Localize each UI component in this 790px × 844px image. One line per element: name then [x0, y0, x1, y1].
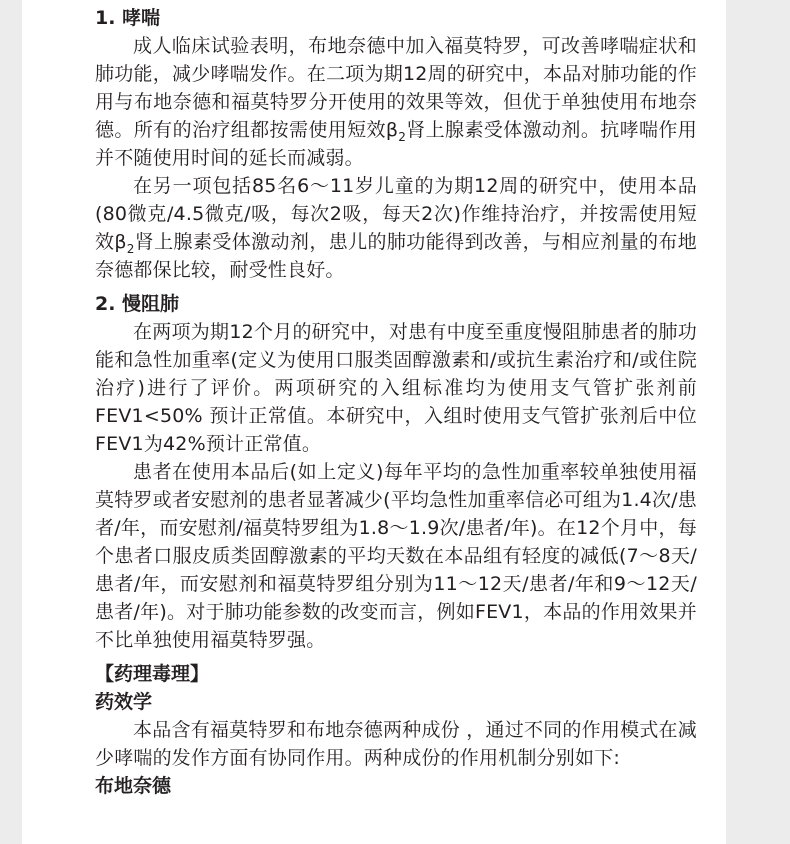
- beta-subscript: 2: [126, 241, 135, 256]
- pharmacology-paragraph: 本品含有福莫特罗和布地奈德两种成份 ，通过不同的作用模式在减少哮喘的发作方面有协同作用。两种成份的作用机制分别如下:: [95, 719, 697, 769]
- section-heading-copd: 2. 慢阻肺: [95, 293, 180, 315]
- document-page: [22, 0, 726, 844]
- asthma-paragraph-1: [95, 32, 697, 172]
- asthma-p2-text-b: 肾上腺素受体激动剂，患儿的肺功能得到改善，与相应剂量的布地奈德都保比较，耐受性良好。: [95, 231, 697, 281]
- asthma-p2-text-a: 在另一项包括85名6～11岁儿童的为期12周的研究中，使用本品(80微克/4.5微克/吸，每次2吸，每天2次)作维持治疗，并按需使用短效β: [95, 175, 697, 253]
- copd-paragraph-1: 在两项为期12个月的研究中，对患有中度至重度慢阻肺患者的肺功能和急性加重率(定义为使用口服类固醇激素和/或抗生素治疗和/或住院治疗)进行了评价。两项研究的入组标准均为使用支气管扩张剂前FEV1<50% 预计正常值。本研究中，入组时使用支气管扩张剂后中位FEV1为42%预计正常值。: [95, 321, 697, 455]
- asthma-p1-text-b: 肾上腺素受体激动剂。抗哮喘作用并不随使用时间的延长而减弱。: [95, 119, 697, 169]
- budesonide-heading: 布地奈德: [95, 775, 172, 797]
- asthma-paragraph-2: [95, 172, 697, 284]
- beta-subscript: 2: [398, 129, 407, 144]
- pharmacodynamics-subtitle: 药效学: [95, 691, 153, 713]
- section-heading-asthma: 1. 哮喘: [95, 7, 161, 29]
- pharmacology-title: 【药理毒理】: [95, 663, 210, 685]
- asthma-p1-text-a: 成人临床试验表明，布地奈德中加入福莫特罗，可改善哮喘症状和肺功能，减少哮喘发作。在二项为期12周的研究中，本品对肺功能的作用与布地奈德和福莫特罗分开使用的效果等效，但优于单独使用布地奈德。所有的治疗组都按需使用短效β: [95, 35, 697, 141]
- copd-paragraph-2: 患者在使用本品后(如上定义)每年平均的急性加重率较单独使用福莫特罗或者安慰剂的患者显著减少(平均急性加重率信必可组为1.4次/患者/年，而安慰剂/福莫特罗组为1.8～1.9次/患者/年)。在12个月中，每个患者口服皮质类固醇激素的平均天数在本品组有轻度的减低(7～8天/患者/年，而安慰剂和福莫特罗组分别为11～12天/患者/年和9～12天/患者/年)。对于肺功能参数的改变而言，例如FEV1，本品的作用效果并不比单独使用福莫特罗强。: [95, 461, 697, 651]
- document-content: [95, 4, 697, 800]
